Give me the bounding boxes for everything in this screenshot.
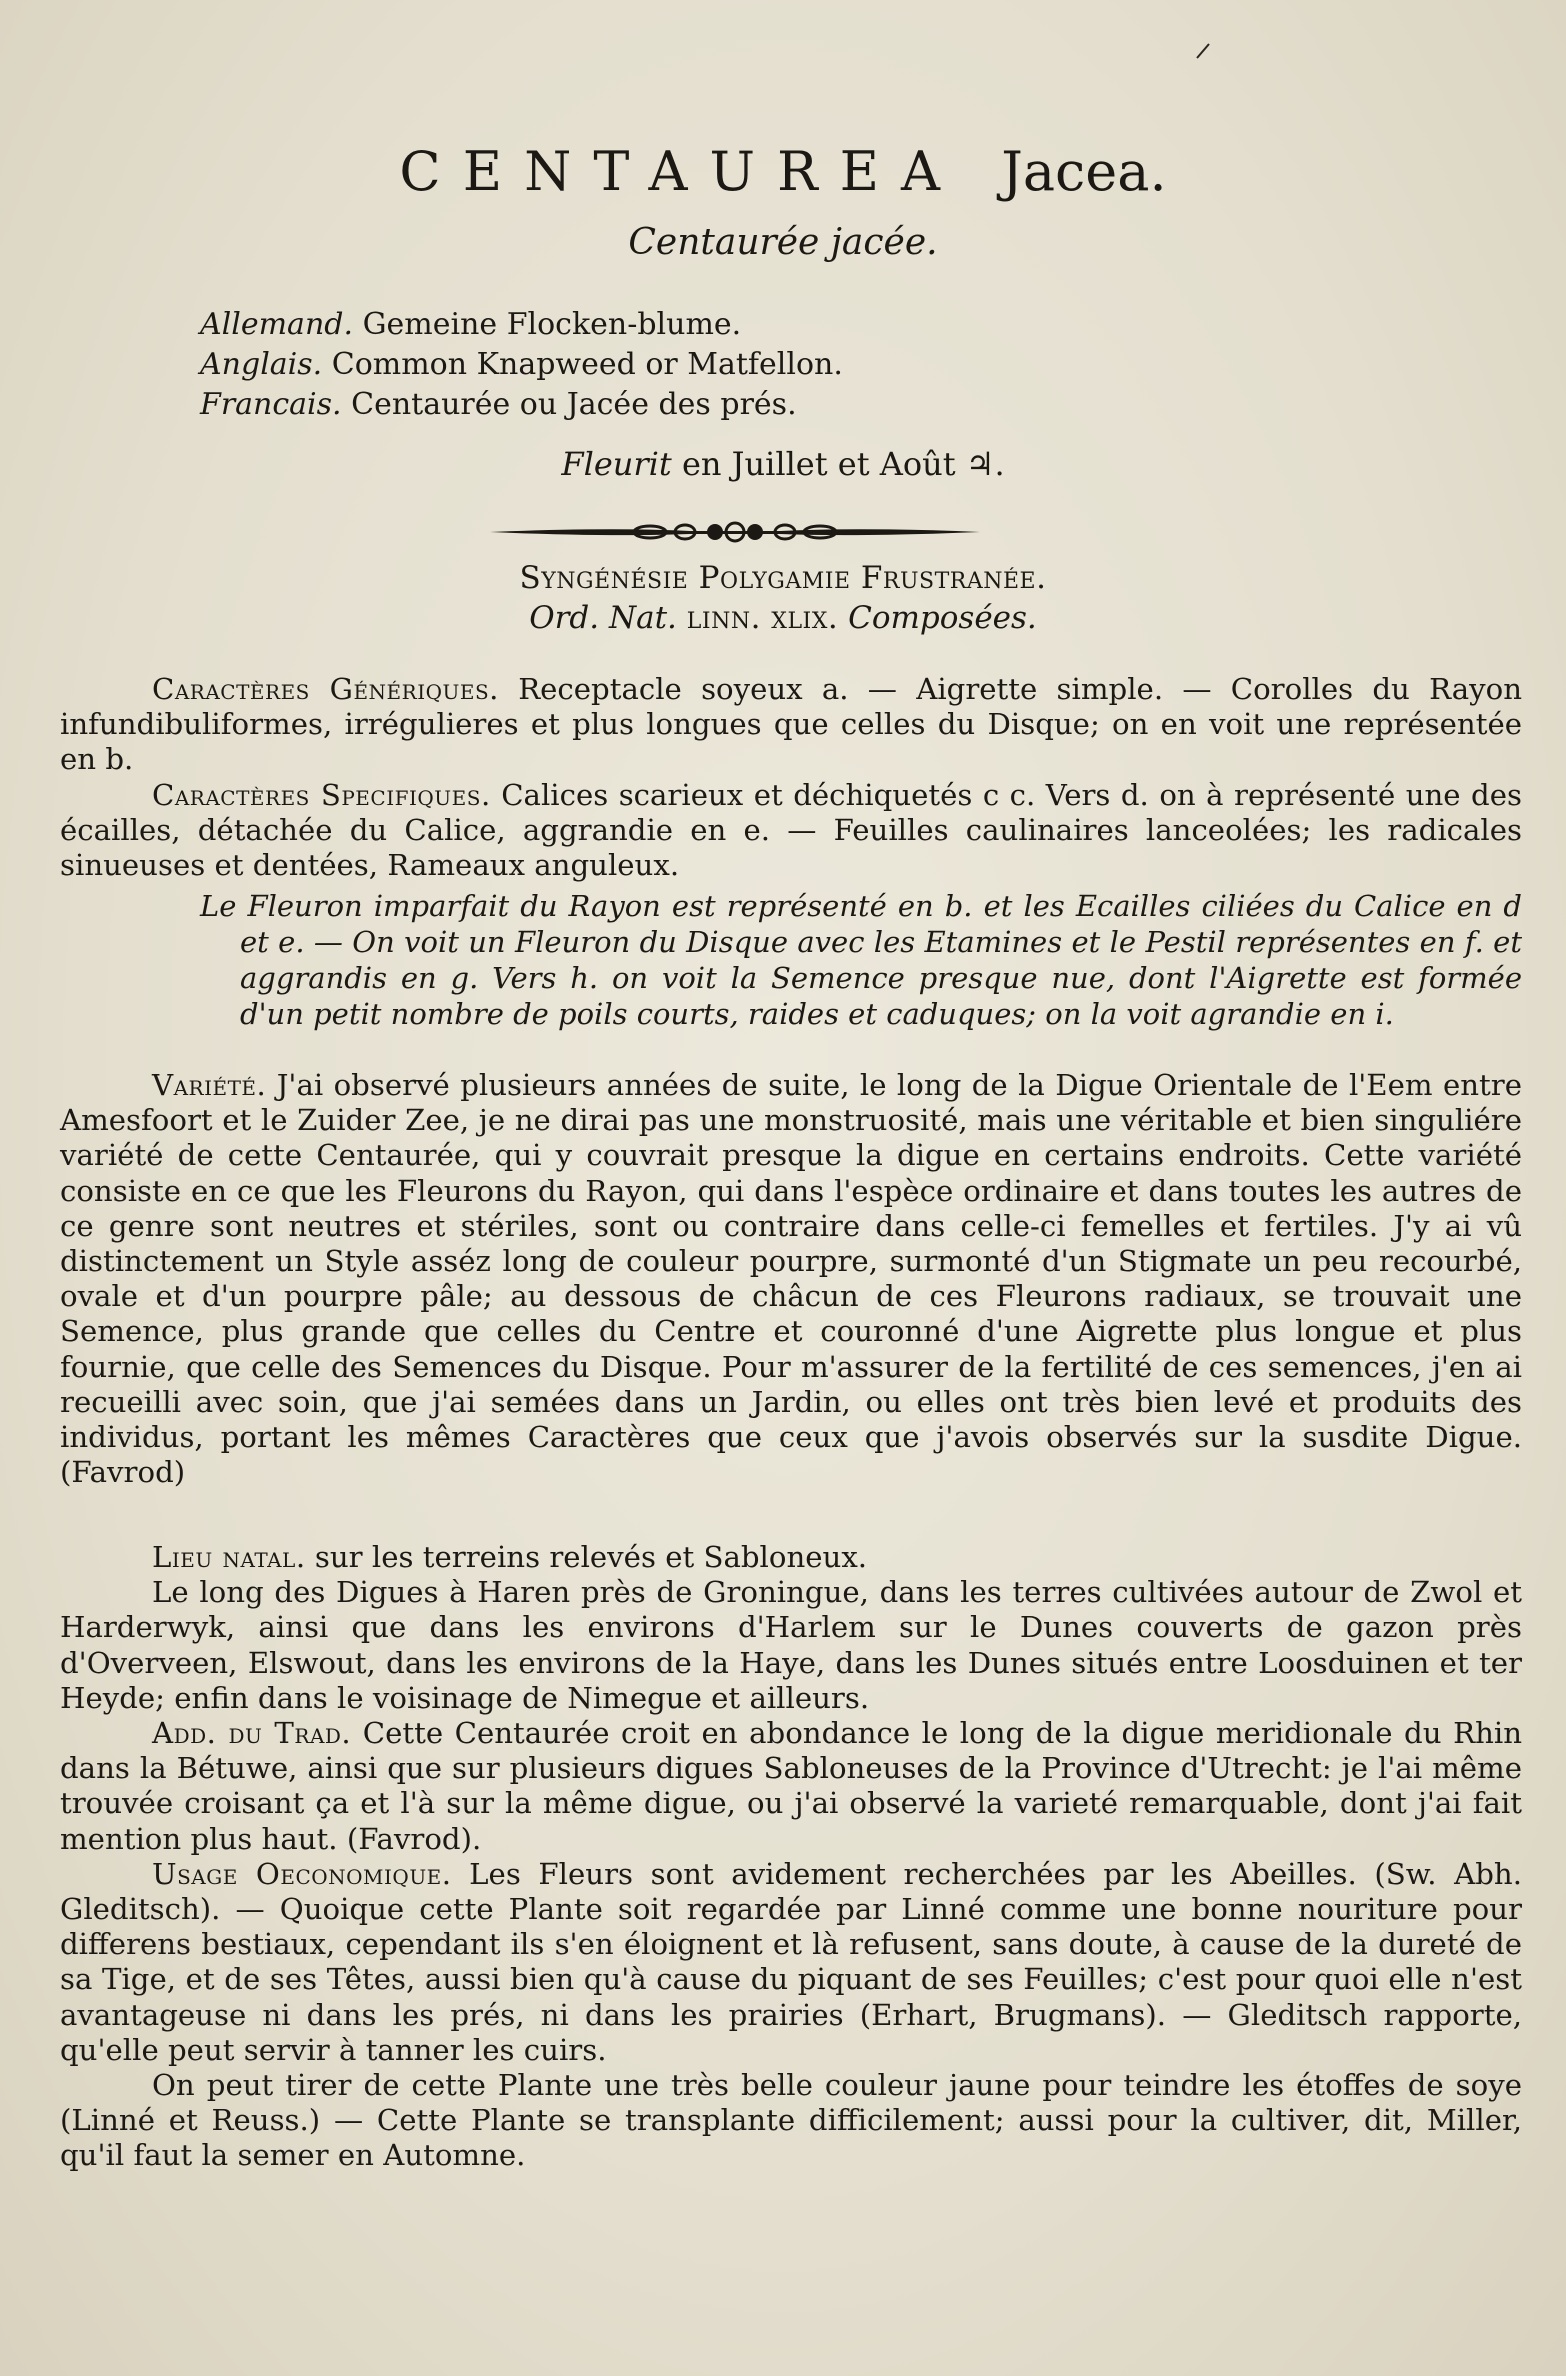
characters-section xyxy=(60,672,1522,883)
variety-section xyxy=(60,1068,1522,1490)
section-text: Calices scarieux et déchiquetés c c. Vers d. on à représenté une des écailles, détachée du Calice, aggrandie en e. — Feuilles caulinaires lanceolées; les radicales sinueuses et dentées, Rameaux anguleux. xyxy=(60,777,1522,883)
section-text: Receptacle soyeux a. — Aigrette simple. — Corolles du Rayon infundibuliformes, irrégulieres et plus longues que celles du Disque; on en voit une représentée en b. xyxy=(60,672,1522,777)
vernacular-row xyxy=(200,305,843,345)
vernacular-name: Centaurée ou Jacée des prés. xyxy=(351,387,797,422)
vernacular-row xyxy=(200,385,843,425)
classification xyxy=(0,558,1566,638)
order-label: Ord. Nat. xyxy=(529,600,677,636)
figure-note xyxy=(200,888,1522,1032)
vernacular-row xyxy=(200,345,843,385)
figure-note-text: Le Fleuron imparfait du Rayon est représenté en b. et les Ecailles ciliées du Calice en d et e. — On voit un Fleuron du Disque avec les Etamines et le Pestil représentes en f. et aggrandis en g. Vers h. on voit la Semence presque nue, dont l'Aigrette est formée d'un petit nombre de poils courts, raides et caduques; on la voit agrandie en i. xyxy=(200,889,1522,1031)
section-text: Les Fleurs sont avidement recherchées par les Abeilles. (Sw. Abh. Gleditsch). — Quoique cette Plante soit regardée par Linné comme une bonne nouriture pour differens bestiaux, cependant ils s'en éloignent et là refusent, sans doute, à cause de la dureté de sa Tige, et de ses Têtes, aussi bien qu'à cause du piquant de ses Feuilles; c'est pour quoi elle n'est avantageuse ni dans les prés, ni dans les prairies (Erhart, Brugmans). — Gleditsch rapporte, qu'elle peut servir à tanner les cuirs. xyxy=(60,1856,1523,2067)
species-name: Jacea. xyxy=(1001,140,1167,203)
section-label: Variété. xyxy=(152,1068,267,1102)
economic-use xyxy=(60,1857,1522,2068)
specific-characters xyxy=(60,778,1522,884)
section-text: Cette Centaurée croit en abondance le long de la digue meridionale du Rhin dans la Bétuwe, ainsi que sur plusieurs digues Sabloneuses de la Province d'Utrecht: je l'ai même trouvée croisant ça et l'à sur la même digue, ou j'ai observé la varieté remarquable, dont j'ai fait mention plus haut. (Favrod). xyxy=(60,1716,1522,1856)
section-label: Add. du Trad. xyxy=(152,1716,352,1751)
genus-name: CENTAUREA xyxy=(399,140,963,203)
order-name: Composées. xyxy=(848,600,1037,636)
page-title xyxy=(0,140,1566,203)
translator-note xyxy=(60,1716,1522,1857)
flowering-label: Fleurit xyxy=(561,445,672,483)
class-line: Syngénésie Polygamie Frustranée. xyxy=(519,560,1047,596)
section-label: Usage Oeconomique. xyxy=(152,1856,452,1891)
flowering-line xyxy=(0,445,1566,483)
section-label: Caractères Génériques. xyxy=(152,672,499,706)
order-ref: linn. xlix. xyxy=(686,600,839,636)
flowering-text: en Juillet et Août xyxy=(681,445,956,483)
section-text: sur les terreins relevés et Sabloneux. xyxy=(314,1540,868,1574)
language-label: Anglais. xyxy=(200,347,323,382)
french-name: Centaurée jacée. xyxy=(628,222,938,263)
habitat-locations: Le long des Digues à Haren près de Groningue, dans les terres cultivées autour de Zwol et Harderwyk, ainsi que dans les environs d'Harlem sur le Dunes couverts de gazon près d'Overveen, Elswout, dans les environs de la Haye, dans les Dunes situés entre Loosduinen et ter Heyde; enfin dans le voisinage de Nimegue et ailleurs. xyxy=(60,1575,1522,1715)
perennial-symbol: ♃. xyxy=(965,445,1005,483)
vernacular-names xyxy=(200,305,843,425)
dye-use: On peut tirer de cette Plante une très belle couleur jaune pour teindre les étoffes de soye (Linné et Reuss.) — Cette Plante se transplante difficilement; aussi pour la cultiver, dit, Miller, qu'il faut la semer en Automne. xyxy=(60,2068,1522,2173)
language-label: Allemand. xyxy=(200,307,354,342)
ornamental-rule xyxy=(490,512,980,552)
language-label: Francais. xyxy=(200,387,342,422)
pen-mark xyxy=(1195,40,1213,60)
section-label: Lieu natal. xyxy=(152,1540,306,1574)
habitat-intro xyxy=(60,1540,1522,1575)
order-line xyxy=(0,598,1566,638)
generic-characters xyxy=(60,672,1522,778)
vernacular-name: Gemeine Flocken-blume. xyxy=(362,307,742,342)
section-label: Caractères Specifiques. xyxy=(152,777,491,812)
vernacular-name: Common Knapweed or Matfellon. xyxy=(331,347,843,382)
variety-paragraph xyxy=(60,1068,1522,1490)
habitat-section xyxy=(60,1540,1522,2174)
section-text: J'ai observé plusieurs années de suite, le long de la Digue Orientale de l'Eem entre Amesfoort et le Zuider Zee, je ne dirai pas une monstruosité, mais une véritable et bien singuliére variété de cette Centaurée, qui y couvrait presque la digue en certains endroits. Cette variété consiste en ce que les Fleurons du Rayon, qui dans l'espèce ordinaire et dans toutes les autres de ce genre sont neutres et stériles, sont ou contraire dans celle-ci femelles et fertiles. J'y ai vû distinctement un Style asséz long de couleur pourpre, surmonté d'un Stigmate un peu recourbé, ovale et d'un pourpre pâle; au dessous de châcun de ces Fleurons radiaux, se trouvait une Semence, plus grande que celles du Centre et couronné d'une Aigrette plus longue et plus fournie, que celle des Semences du Disque. Pour m'assurer de la fertilité de ces semences, j'en ai recueilli avec soin, que j'ai semées dans un Jardin, ou elles ont très bien levé et produits des individus, portant les mêmes Caractères que ceux que j'avois observés sur la susdite Digue. (Favrod) xyxy=(60,1068,1522,1490)
